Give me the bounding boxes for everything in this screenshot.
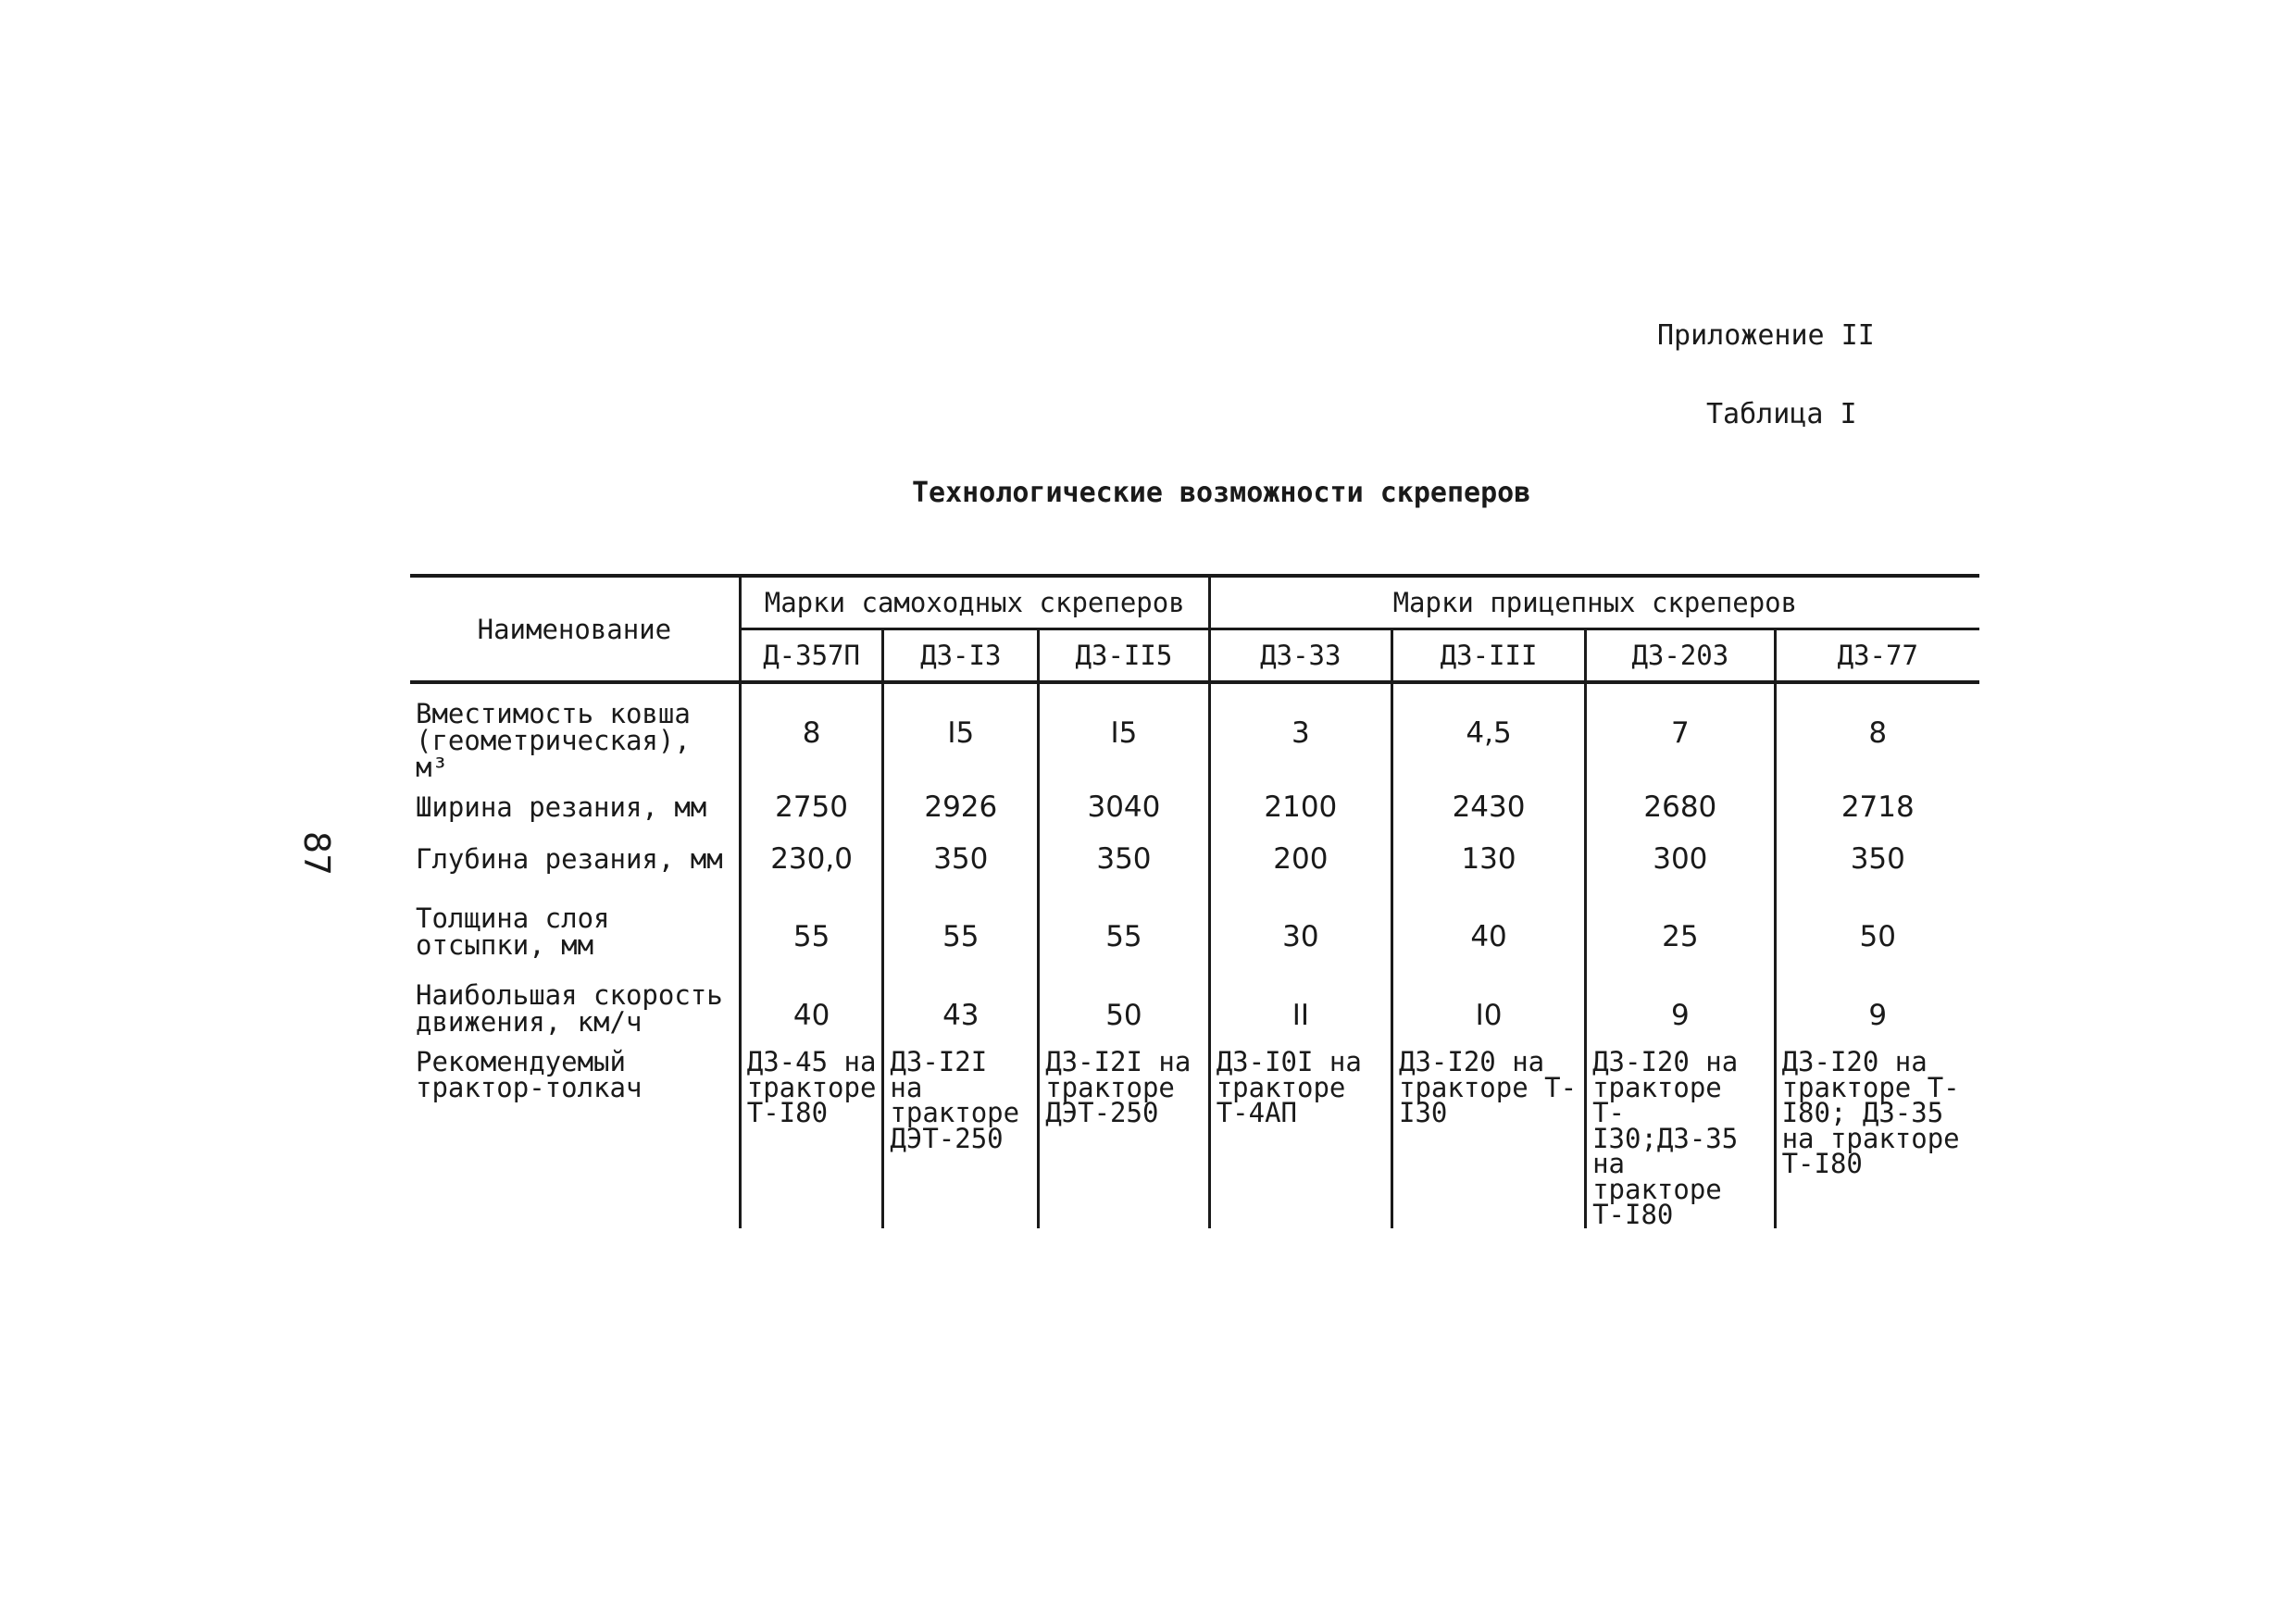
self-propelled-group-header: Марки самоходных скреперов — [740, 576, 1209, 629]
cell-value: 50 — [1039, 968, 1210, 1044]
cell-value: I5 — [1039, 682, 1210, 781]
cell-value: ДЗ-I0I на тракторе Т-4АП — [1209, 1044, 1391, 1228]
cell-value: 55 — [1039, 885, 1210, 968]
cell-value: 8 — [740, 682, 883, 781]
table-row — [410, 781, 1979, 833]
cell-value: 2430 — [1391, 781, 1585, 833]
header-row-groups — [410, 576, 1979, 629]
cell-value: II — [1209, 968, 1391, 1044]
cell-value: 4,5 — [1391, 682, 1585, 781]
cell-value: ДЗ-I2I на тракторе ДЭТ-250 — [1039, 1044, 1210, 1228]
scraper-table — [410, 574, 1979, 1231]
cell-value: 350 — [883, 833, 1039, 885]
cell-value: 3 — [1209, 682, 1391, 781]
cell-value: 300 — [1586, 833, 1775, 885]
cell-value: 130 — [1391, 833, 1585, 885]
appendix-label: Приложение II — [1657, 319, 1875, 352]
row-name: Рекомендуемый трактор-толкач — [416, 1046, 643, 1103]
model-header: ДЗ-II5 — [1039, 629, 1210, 683]
cell-value: 50 — [1775, 885, 1979, 968]
table-row — [410, 1044, 1979, 1228]
cell-value: 2718 — [1775, 781, 1979, 833]
cell-value: 25 — [1586, 885, 1775, 968]
row-name: Вместимость ковша (геометрическая), м³ — [416, 698, 691, 783]
cell-value: 200 — [1209, 833, 1391, 885]
cell-value: 2100 — [1209, 781, 1391, 833]
table-row — [410, 968, 1979, 1044]
cell-value: 8 — [1775, 682, 1979, 781]
cell-value: 7 — [1586, 682, 1775, 781]
model-header: ДЗ-III — [1391, 629, 1585, 683]
model-header: ДЗ-33 — [1209, 629, 1391, 683]
cell-value: ДЗ-I20 на тракторе Т-I30 — [1391, 1044, 1585, 1228]
cell-value: 230,0 — [740, 833, 883, 885]
cell-value: ДЗ-I2I на тракторе ДЭТ-250 — [883, 1044, 1039, 1228]
cell-value: I0 — [1391, 968, 1585, 1044]
table-row — [410, 833, 1979, 885]
cell-value: 3040 — [1039, 781, 1210, 833]
model-header: ДЗ-203 — [1586, 629, 1775, 683]
cell-value: 9 — [1775, 968, 1979, 1044]
cell-value: 350 — [1775, 833, 1979, 885]
name-column-header: Наименование — [410, 576, 740, 682]
cell-value: 9 — [1586, 968, 1775, 1044]
cell-value: 40 — [1391, 885, 1585, 968]
cell-value: 55 — [883, 885, 1039, 968]
cell-value: 2926 — [883, 781, 1039, 833]
model-header: ДЗ-I3 — [883, 629, 1039, 683]
cell-value: ДЗ-I20 на тракторе Т-I30;ДЗ-35 на тракторе Т-I80 — [1586, 1044, 1775, 1228]
row-name: Ширина резания, мм — [416, 790, 707, 823]
row-name: Толщина слоя отсыпки, мм — [416, 902, 610, 961]
cell-value: 2750 — [740, 781, 883, 833]
row-name: Наибольшая скорость движения, км/ч — [416, 979, 723, 1038]
page-number: 87 — [296, 830, 338, 877]
table-label: Таблица I — [1706, 398, 1857, 430]
cell-value: 30 — [1209, 885, 1391, 968]
cell-value: ДЗ-45 на тракторе Т-I80 — [740, 1044, 883, 1228]
row-name: Глубина резания, мм — [416, 842, 723, 875]
cell-value: 2680 — [1586, 781, 1775, 833]
towed-group-header: Марки прицепных скреперов — [1209, 576, 1979, 629]
model-header: Д-357П — [740, 629, 883, 683]
cell-value: 55 — [740, 885, 883, 968]
cell-value: 350 — [1039, 833, 1210, 885]
table-row — [410, 885, 1979, 968]
table-row — [410, 682, 1979, 781]
page-title: Технологические возможности скреперов — [912, 477, 1531, 509]
cell-value: I5 — [883, 682, 1039, 781]
model-header: ДЗ-77 — [1775, 629, 1979, 683]
cell-value: 43 — [883, 968, 1039, 1044]
cell-value: ДЗ-I20 на тракторе Т-I80; ДЗ-35 на тракторе Т-I80 — [1775, 1044, 1979, 1228]
cell-value: 40 — [740, 968, 883, 1044]
